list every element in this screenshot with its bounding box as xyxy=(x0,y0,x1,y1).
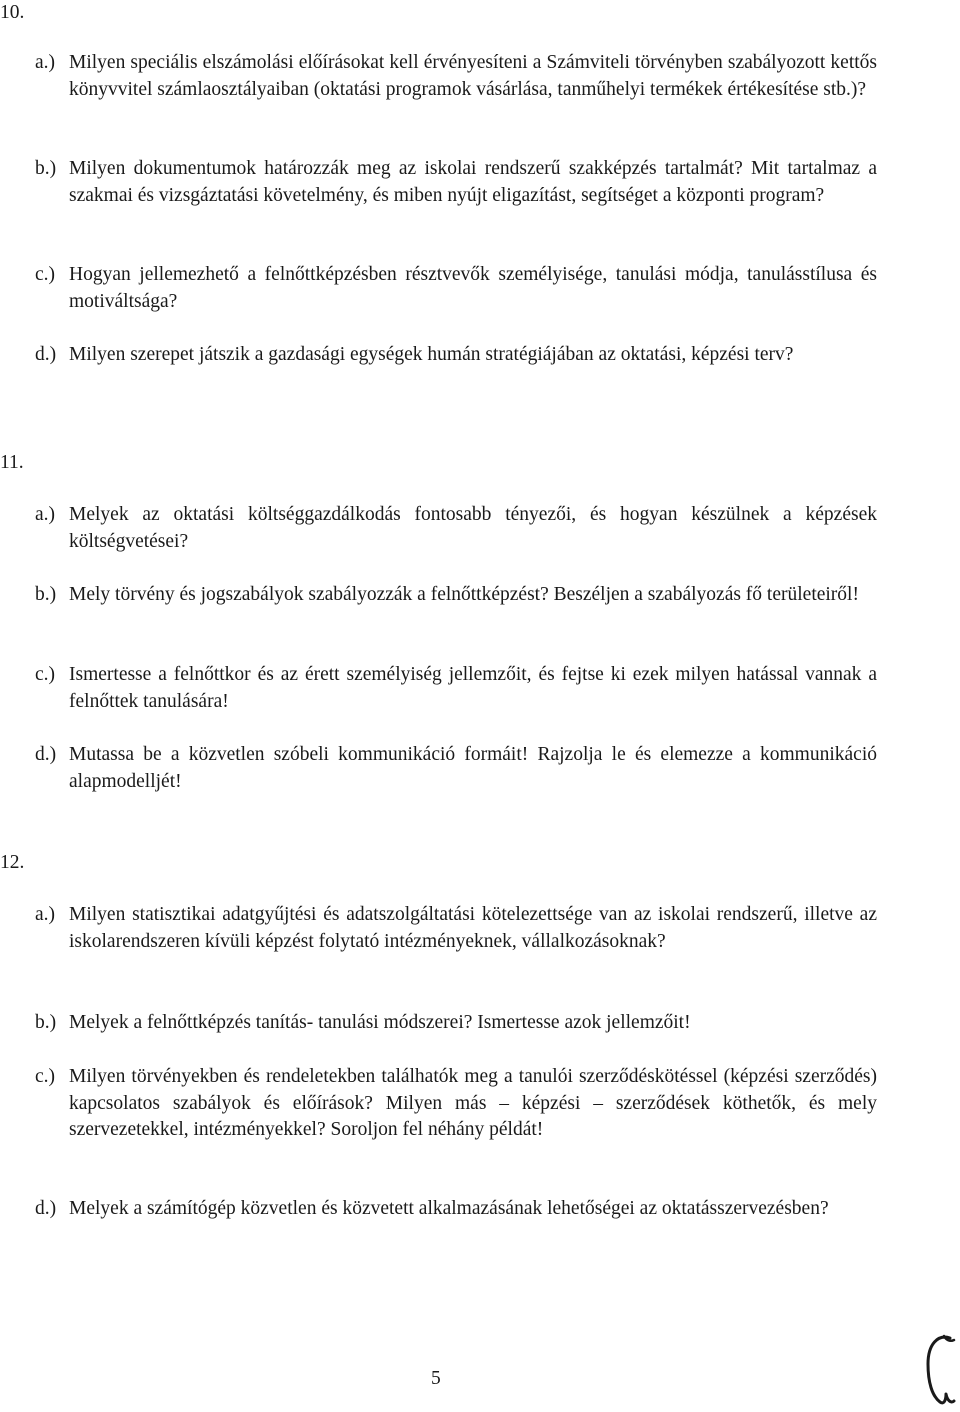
question-10d xyxy=(35,342,877,369)
question-text: Hogyan jellemezhető a felnőttképzésben résztvevők személyisége, tanulási módja, tanulásstílusa és motiváltsága? xyxy=(69,264,877,312)
question-text: Milyen törvényekben és rendeletekben találhatók meg a tanulói szerződéskötéssel (képzési szerződés) kapcsolatos szabályok és előírások? Milyen más – képzési – szerződések köthetők, és mely szervezetekkel, intézményekkel? Soroljon fel néhány példát! xyxy=(69,1066,877,1140)
question-text: Mely törvény és jogszabályok szabályozzák a felnőttképzést? Beszéljen a szabályozás fő területeiről! xyxy=(69,584,859,605)
section-number: 11. xyxy=(0,452,24,473)
question-10a xyxy=(35,50,877,103)
page-number: 5 xyxy=(431,1368,441,1389)
question-label: d.) xyxy=(35,744,57,765)
question-label: a.) xyxy=(35,52,56,73)
question-label: c.) xyxy=(35,264,56,285)
question-12b xyxy=(35,1010,877,1037)
question-label: d.) xyxy=(35,1198,57,1219)
question-10b xyxy=(35,156,877,209)
question-text: Melyek a felnőttképzés tanítás- tanulási módszerei? Ismertesse azok jellemzőit! xyxy=(69,1012,691,1033)
question-12a xyxy=(35,902,877,955)
question-10c xyxy=(35,262,877,315)
question-label: a.) xyxy=(35,504,56,525)
question-label: c.) xyxy=(35,1066,56,1087)
question-11c xyxy=(35,662,877,715)
question-label: b.) xyxy=(35,584,57,605)
question-text: Melyek a számítógép közvetlen és közvetett alkalmazásának lehetőségei az oktatásszervezésben? xyxy=(69,1198,829,1219)
question-label: b.) xyxy=(35,158,57,179)
question-text: Milyen dokumentumok határozzák meg az iskolai rendszerű szakképzés tartalmát? Mit tartalmaz a szakmai és vizsgáztatási követelmény, és miben nyújt eligazítást, segítséget a központi program? xyxy=(69,158,877,206)
question-label: c.) xyxy=(35,664,56,685)
question-text: Mutassa be a közvetlen szóbeli kommunikáció formáit! Rajzolja le és elemezze a kommunikáció alapmodelljét! xyxy=(69,744,877,792)
section-number: 10. xyxy=(0,2,25,23)
question-text: Milyen speciális elszámolási előírásokat kell érvényesíteni a Számviteli törvényben szabályozott kettős könyvvitel számlaosztályaiban (oktatási programok vásárlása, tanműhelyi termékek értékesítése stb.)? xyxy=(69,52,877,100)
question-text: Milyen statisztikai adatgyűjtési és adatszolgáltatási kötelezettsége van az iskolai rendszerű, illetve az iskolarendszeren kívüli képzést folytató intézményeknek, vállalkozásoknak? xyxy=(69,904,877,952)
question-label: a.) xyxy=(35,904,56,925)
question-label: d.) xyxy=(35,344,57,365)
question-12d xyxy=(35,1196,877,1223)
question-11d xyxy=(35,742,877,795)
question-text: Melyek az oktatási költséggazdálkodás fontosabb tényezői, és hogyan készülnek a képzések költségvetései? xyxy=(69,504,877,552)
question-11b xyxy=(35,582,877,609)
signature-mark xyxy=(920,1330,960,1410)
question-12c xyxy=(35,1064,877,1144)
question-text: Ismertesse a felnőttkor és az érett személyiség jellemzőit, és fejtse ki ezek milyen hatással vannak a felnőttek tanulására! xyxy=(69,664,877,712)
section-number: 12. xyxy=(0,852,25,873)
question-label: b.) xyxy=(35,1012,57,1033)
question-11a xyxy=(35,502,877,555)
question-text: Milyen szerepet játszik a gazdasági egységek humán stratégiájában az oktatási, képzési terv? xyxy=(69,344,794,365)
